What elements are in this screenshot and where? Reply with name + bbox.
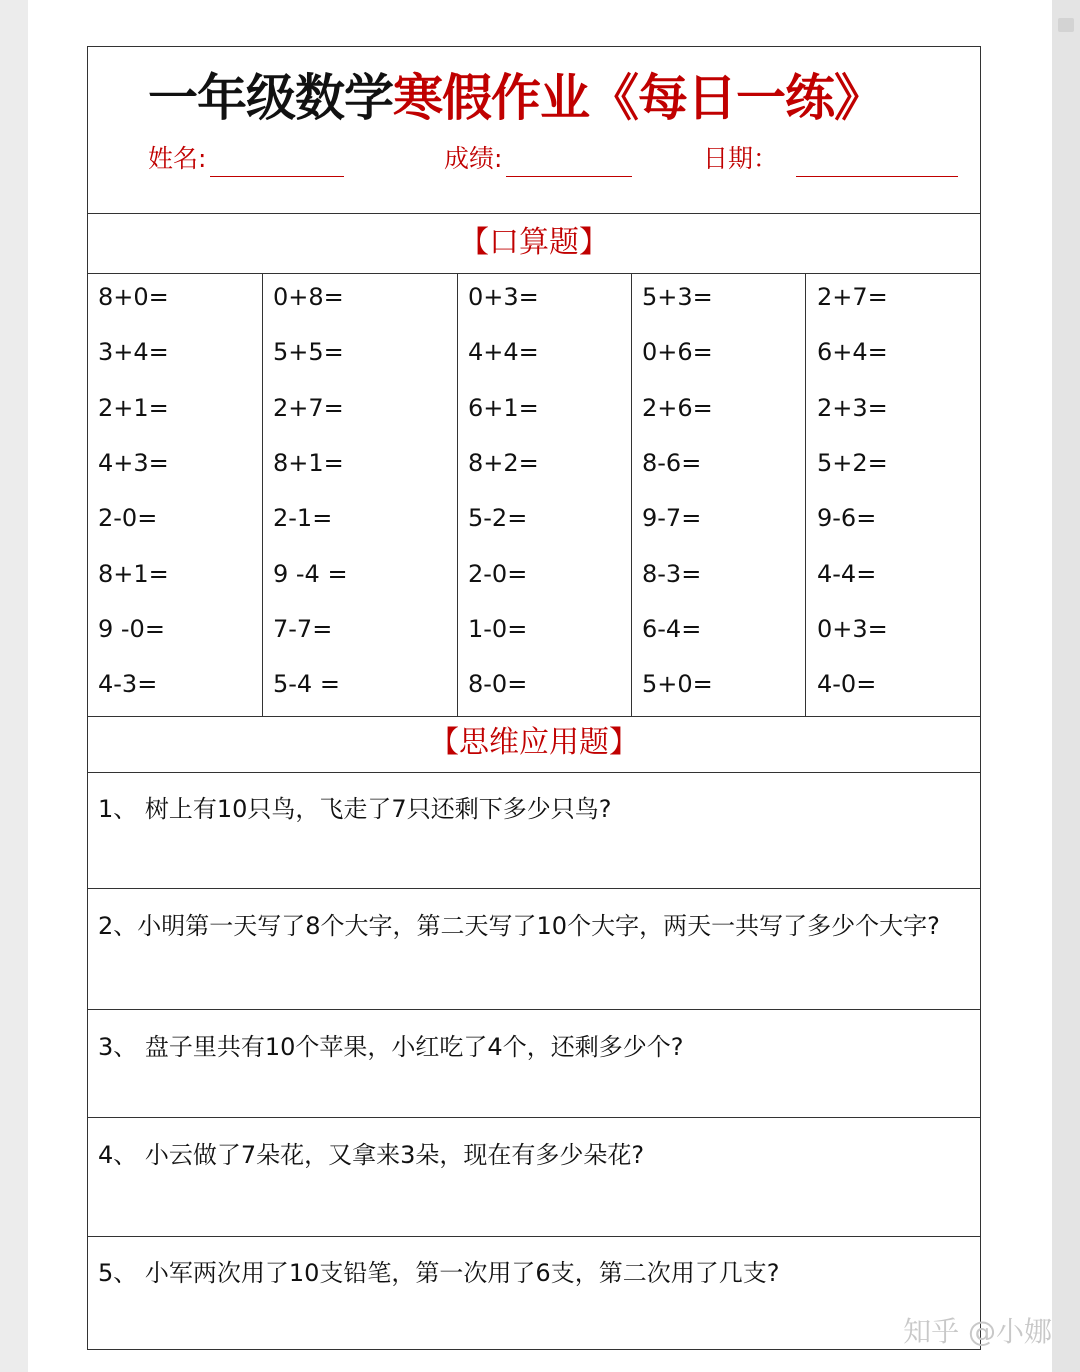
oral-problem: 4+3=: [98, 448, 169, 477]
oral-problem: 1-0=: [468, 614, 528, 643]
oral-problem: 9-7=: [642, 504, 702, 533]
oral-problem: 8+2=: [468, 448, 539, 477]
oral-problem: 2+7=: [273, 393, 344, 422]
name-blank[interactable]: [210, 148, 344, 177]
oral-problem: 2-1=: [273, 504, 333, 533]
oral-problem: 5+3=: [642, 283, 713, 311]
title-part-red: 寒假作业《每日一练》: [393, 69, 883, 127]
oral-problem: 4+4=: [468, 338, 539, 367]
question-5: 5、 小军两次用了10支铅笔，第一次用了6支，第二次用了几支?: [98, 1259, 780, 1287]
question-2: 2、小明第一天写了8个大字，第二天写了10个大字，两天一共写了多少个大字?: [98, 912, 940, 940]
oral-problem: 5+5=: [273, 338, 344, 367]
question-4: 4、 小云做了7朵花，又拿来3朵，现在有多少朵花?: [98, 1141, 645, 1169]
oral-problem: 9 -4 =: [273, 559, 348, 588]
divider: [88, 1009, 980, 1010]
oral-problem: 5-2=: [468, 504, 528, 533]
oral-problem: 8+1=: [98, 559, 169, 588]
divider: [88, 888, 980, 889]
score-label: 成绩:: [444, 144, 503, 173]
page-title: [148, 65, 883, 131]
title-part-black: 一年级数学: [148, 69, 393, 127]
question-1: 1、 树上有10只鸟，飞走了7只还剩下多少只鸟?: [98, 795, 612, 823]
watermark: 知乎 @小娜: [903, 1315, 1052, 1348]
score-blank[interactable]: [506, 148, 632, 177]
oral-problem: 8-0=: [468, 670, 528, 699]
oral-section-title: 【口算题】: [459, 225, 609, 260]
date-blank[interactable]: [796, 148, 958, 177]
worksheet: [87, 46, 981, 1350]
oral-problem: 5+0=: [642, 670, 713, 699]
column-divider: [805, 274, 806, 717]
divider: [88, 772, 980, 773]
divider: [88, 213, 980, 214]
oral-problem: 0+8=: [273, 283, 344, 311]
column-divider: [262, 274, 263, 717]
scrollbar[interactable]: [1052, 0, 1080, 1372]
name-field[interactable]: [148, 141, 344, 177]
column-divider: [457, 274, 458, 717]
oral-problem: 5+2=: [817, 448, 888, 477]
oral-problem: 2+6=: [642, 393, 713, 422]
date-field[interactable]: [703, 141, 958, 177]
oral-problem: 9 -0=: [98, 614, 165, 643]
oral-problem: 6-4=: [642, 614, 702, 643]
oral-problem: 0+3=: [817, 614, 888, 643]
column-divider: [631, 274, 632, 717]
oral-problem: 2-0=: [98, 504, 158, 533]
oral-problem: 6+4=: [817, 338, 888, 367]
oral-problem: 4-0=: [817, 670, 877, 699]
oral-problem: 0+6=: [642, 338, 713, 367]
oral-problem: 2-0=: [468, 559, 528, 588]
thinking-section-title: 【思维应用题】: [429, 725, 639, 760]
score-field[interactable]: [444, 141, 632, 177]
oral-problem: 4-4=: [817, 559, 877, 588]
date-label: 日期：: [703, 144, 779, 173]
oral-problem: 9-6=: [817, 504, 877, 533]
oral-problem: 8+1=: [273, 448, 344, 477]
question-3: 3、 盘子里共有10个苹果，小红吃了4个，还剩多少个?: [98, 1033, 684, 1061]
oral-problem: 6+1=: [468, 393, 539, 422]
divider: [88, 1117, 980, 1118]
oral-problem: 2+7=: [817, 283, 888, 311]
divider: [88, 716, 980, 717]
oral-problem: 8+0=: [98, 283, 169, 311]
divider: [88, 273, 980, 274]
oral-problem: 0+3=: [468, 283, 539, 311]
oral-problem: 2+1=: [98, 393, 169, 422]
oral-problem: 7-7=: [273, 614, 333, 643]
scrollbar-thumb[interactable]: [1058, 18, 1074, 32]
oral-problem: 4-3=: [98, 670, 158, 699]
oral-problem: 5-4 =: [273, 670, 340, 699]
oral-problem: 3+4=: [98, 338, 169, 367]
oral-problem: 8-6=: [642, 448, 702, 477]
divider: [88, 1236, 980, 1237]
oral-problem: 2+3=: [817, 393, 888, 422]
oral-problem: 8-3=: [642, 559, 702, 588]
name-label: 姓名:: [148, 144, 207, 173]
